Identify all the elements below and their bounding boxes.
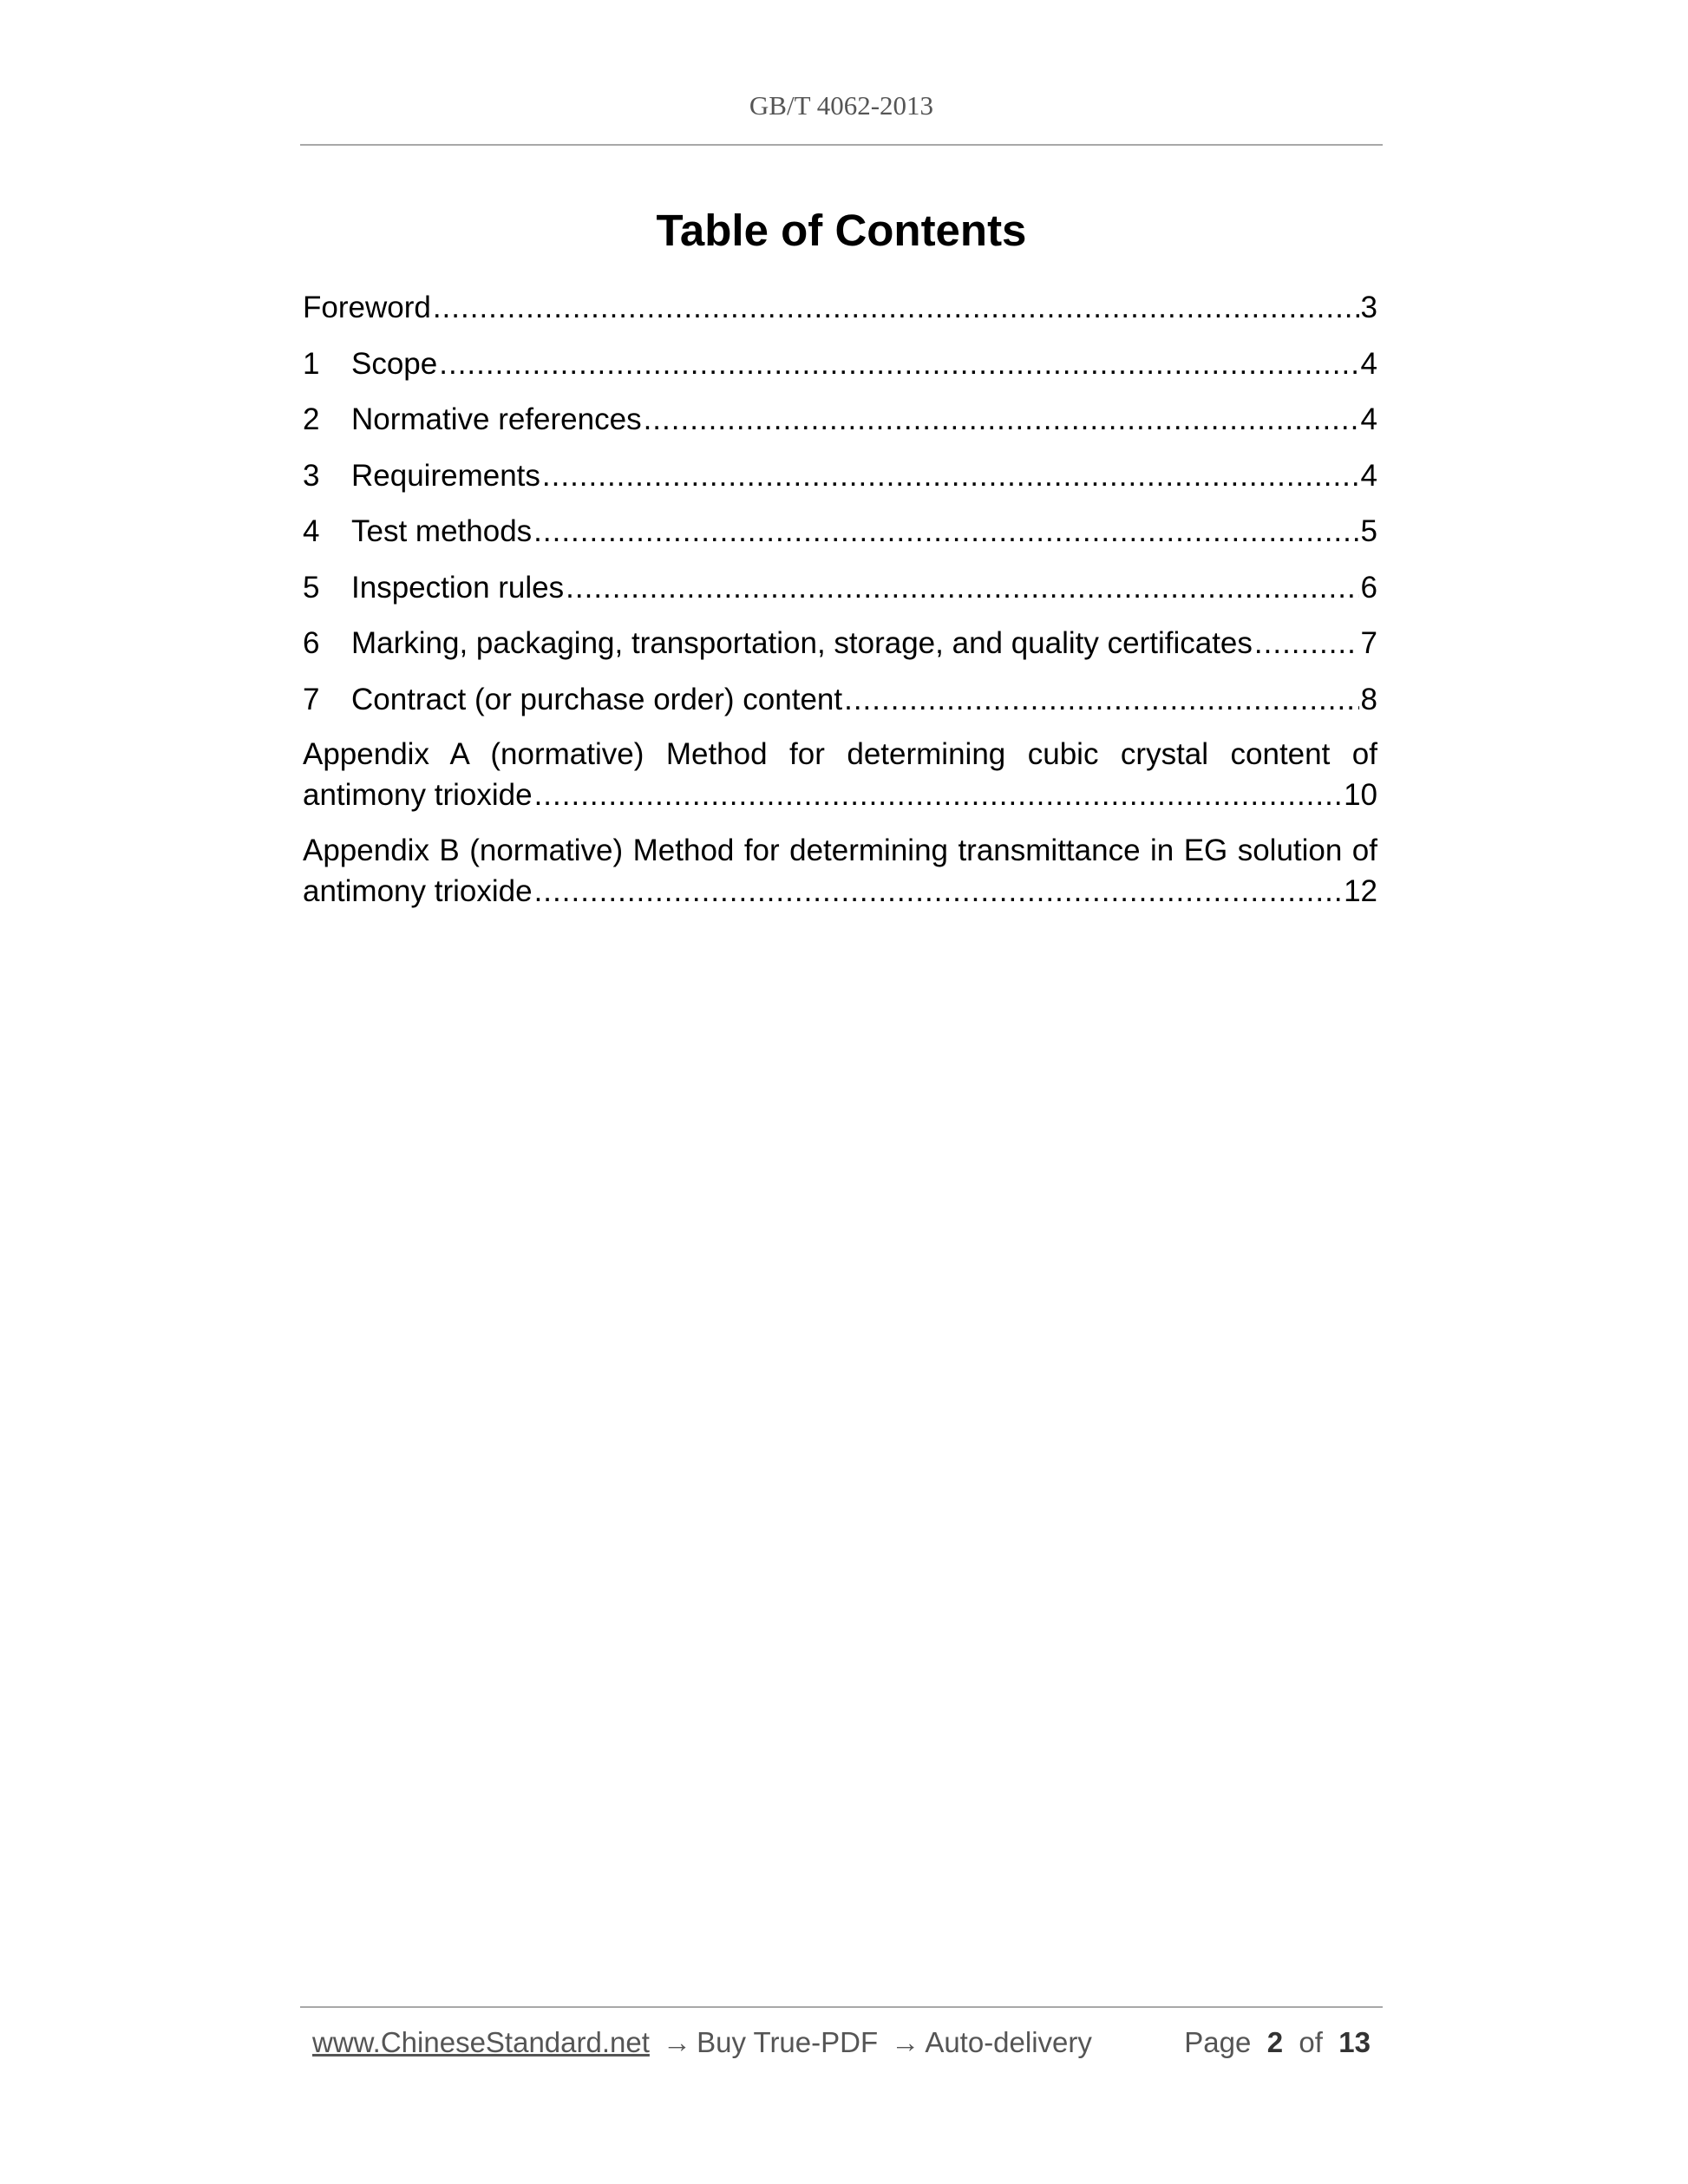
- arrow-right-icon: →: [663, 2026, 692, 2058]
- document-id-header: GB/T 4062-2013: [749, 90, 934, 121]
- toc-dot-leader: [542, 454, 1359, 498]
- toc-appendix-title: Appendix B (normative) Method for determining transmittance in EG solution of: [303, 834, 1377, 867]
- auto-delivery-text: Auto-delivery: [925, 2026, 1092, 2058]
- toc-entry-label: Requirements: [351, 458, 540, 493]
- toc-page-number: 7: [1360, 626, 1377, 660]
- toc-entry-test-methods[interactable]: [303, 510, 1377, 566]
- toc-dot-leader: [844, 678, 1358, 722]
- toc-entry-label: Foreword: [303, 291, 431, 324]
- toc-entry-number: 5: [303, 570, 320, 605]
- total-pages-number: 13: [1338, 2026, 1371, 2058]
- page-of-label: of: [1299, 2026, 1323, 2058]
- toc-page-number: 5: [1360, 514, 1377, 548]
- toc-dot-leader: [439, 343, 1358, 386]
- website-link[interactable]: www.ChineseStandard.net: [312, 2026, 650, 2058]
- toc-dot-leader: [433, 286, 1359, 330]
- page-indicator: [1184, 2026, 1371, 2059]
- toc-page-number: 4: [1360, 402, 1377, 436]
- toc-entry-normative-references[interactable]: [303, 398, 1377, 454]
- toc-dot-leader: [534, 775, 1342, 815]
- arrow-right-icon: →: [891, 2026, 920, 2058]
- toc-page-number: 6: [1360, 570, 1377, 605]
- toc-page-number: 10: [1344, 778, 1377, 812]
- toc-entry-appendix-b[interactable]: [303, 830, 1377, 912]
- toc-entry-requirements[interactable]: [303, 454, 1377, 511]
- toc-entry-number: 6: [303, 626, 320, 660]
- toc-page-number: 4: [1360, 458, 1377, 493]
- toc-title: Table of Contents: [656, 206, 1027, 255]
- toc-entry-number: 7: [303, 682, 320, 716]
- toc-page-number: 12: [1344, 874, 1377, 908]
- toc-appendix-title: Appendix A (normative) Method for determining cubic crystal content of: [303, 737, 1377, 771]
- toc-entry-contract-content[interactable]: [303, 678, 1377, 735]
- current-page-number: 2: [1266, 2026, 1284, 2058]
- toc-dot-leader: [644, 398, 1359, 441]
- toc-dot-leader: [566, 566, 1358, 610]
- toc-entry-label: antimony trioxide: [303, 778, 533, 812]
- toc-dot-leader: [533, 510, 1358, 553]
- page-label: Page: [1184, 2026, 1252, 2058]
- toc-entry-label: Scope: [351, 346, 438, 381]
- toc-entry-label: Marking, packaging, transportation, storage, and quality certificates: [351, 626, 1253, 660]
- toc-dot-leader: [1254, 622, 1359, 665]
- toc-page-number: 4: [1360, 346, 1377, 381]
- toc-entry-marking-packaging[interactable]: [303, 622, 1377, 678]
- footer-divider: [300, 2006, 1383, 2008]
- table-of-contents: [303, 286, 1377, 926]
- toc-appendix-continuation: [303, 872, 1377, 912]
- toc-entry-number: 4: [303, 514, 320, 548]
- footer-purchase-path: [312, 2026, 1092, 2059]
- toc-entry-number: 2: [303, 402, 320, 436]
- buy-true-pdf-text: Buy True-PDF: [697, 2026, 879, 2058]
- toc-dot-leader: [534, 872, 1342, 912]
- toc-entry-appendix-a[interactable]: [303, 734, 1377, 815]
- toc-entry-number: 3: [303, 458, 320, 493]
- toc-appendix-continuation: [303, 775, 1377, 815]
- toc-entry-label: Inspection rules: [351, 570, 565, 605]
- toc-entry-label: Normative references: [351, 402, 642, 436]
- toc-entry-label: Contract (or purchase order) content: [351, 682, 843, 716]
- toc-entry-foreword[interactable]: [303, 286, 1377, 343]
- toc-entry-scope[interactable]: [303, 343, 1377, 399]
- toc-entry-inspection-rules[interactable]: [303, 566, 1377, 623]
- toc-entry-label: antimony trioxide: [303, 874, 533, 908]
- toc-page-number: 3: [1360, 291, 1377, 324]
- toc-page-number: 8: [1360, 682, 1377, 716]
- header-divider: [300, 144, 1383, 146]
- toc-entry-number: 1: [303, 346, 320, 381]
- toc-entry-label: Test methods: [351, 514, 533, 548]
- page-footer: [312, 2026, 1371, 2059]
